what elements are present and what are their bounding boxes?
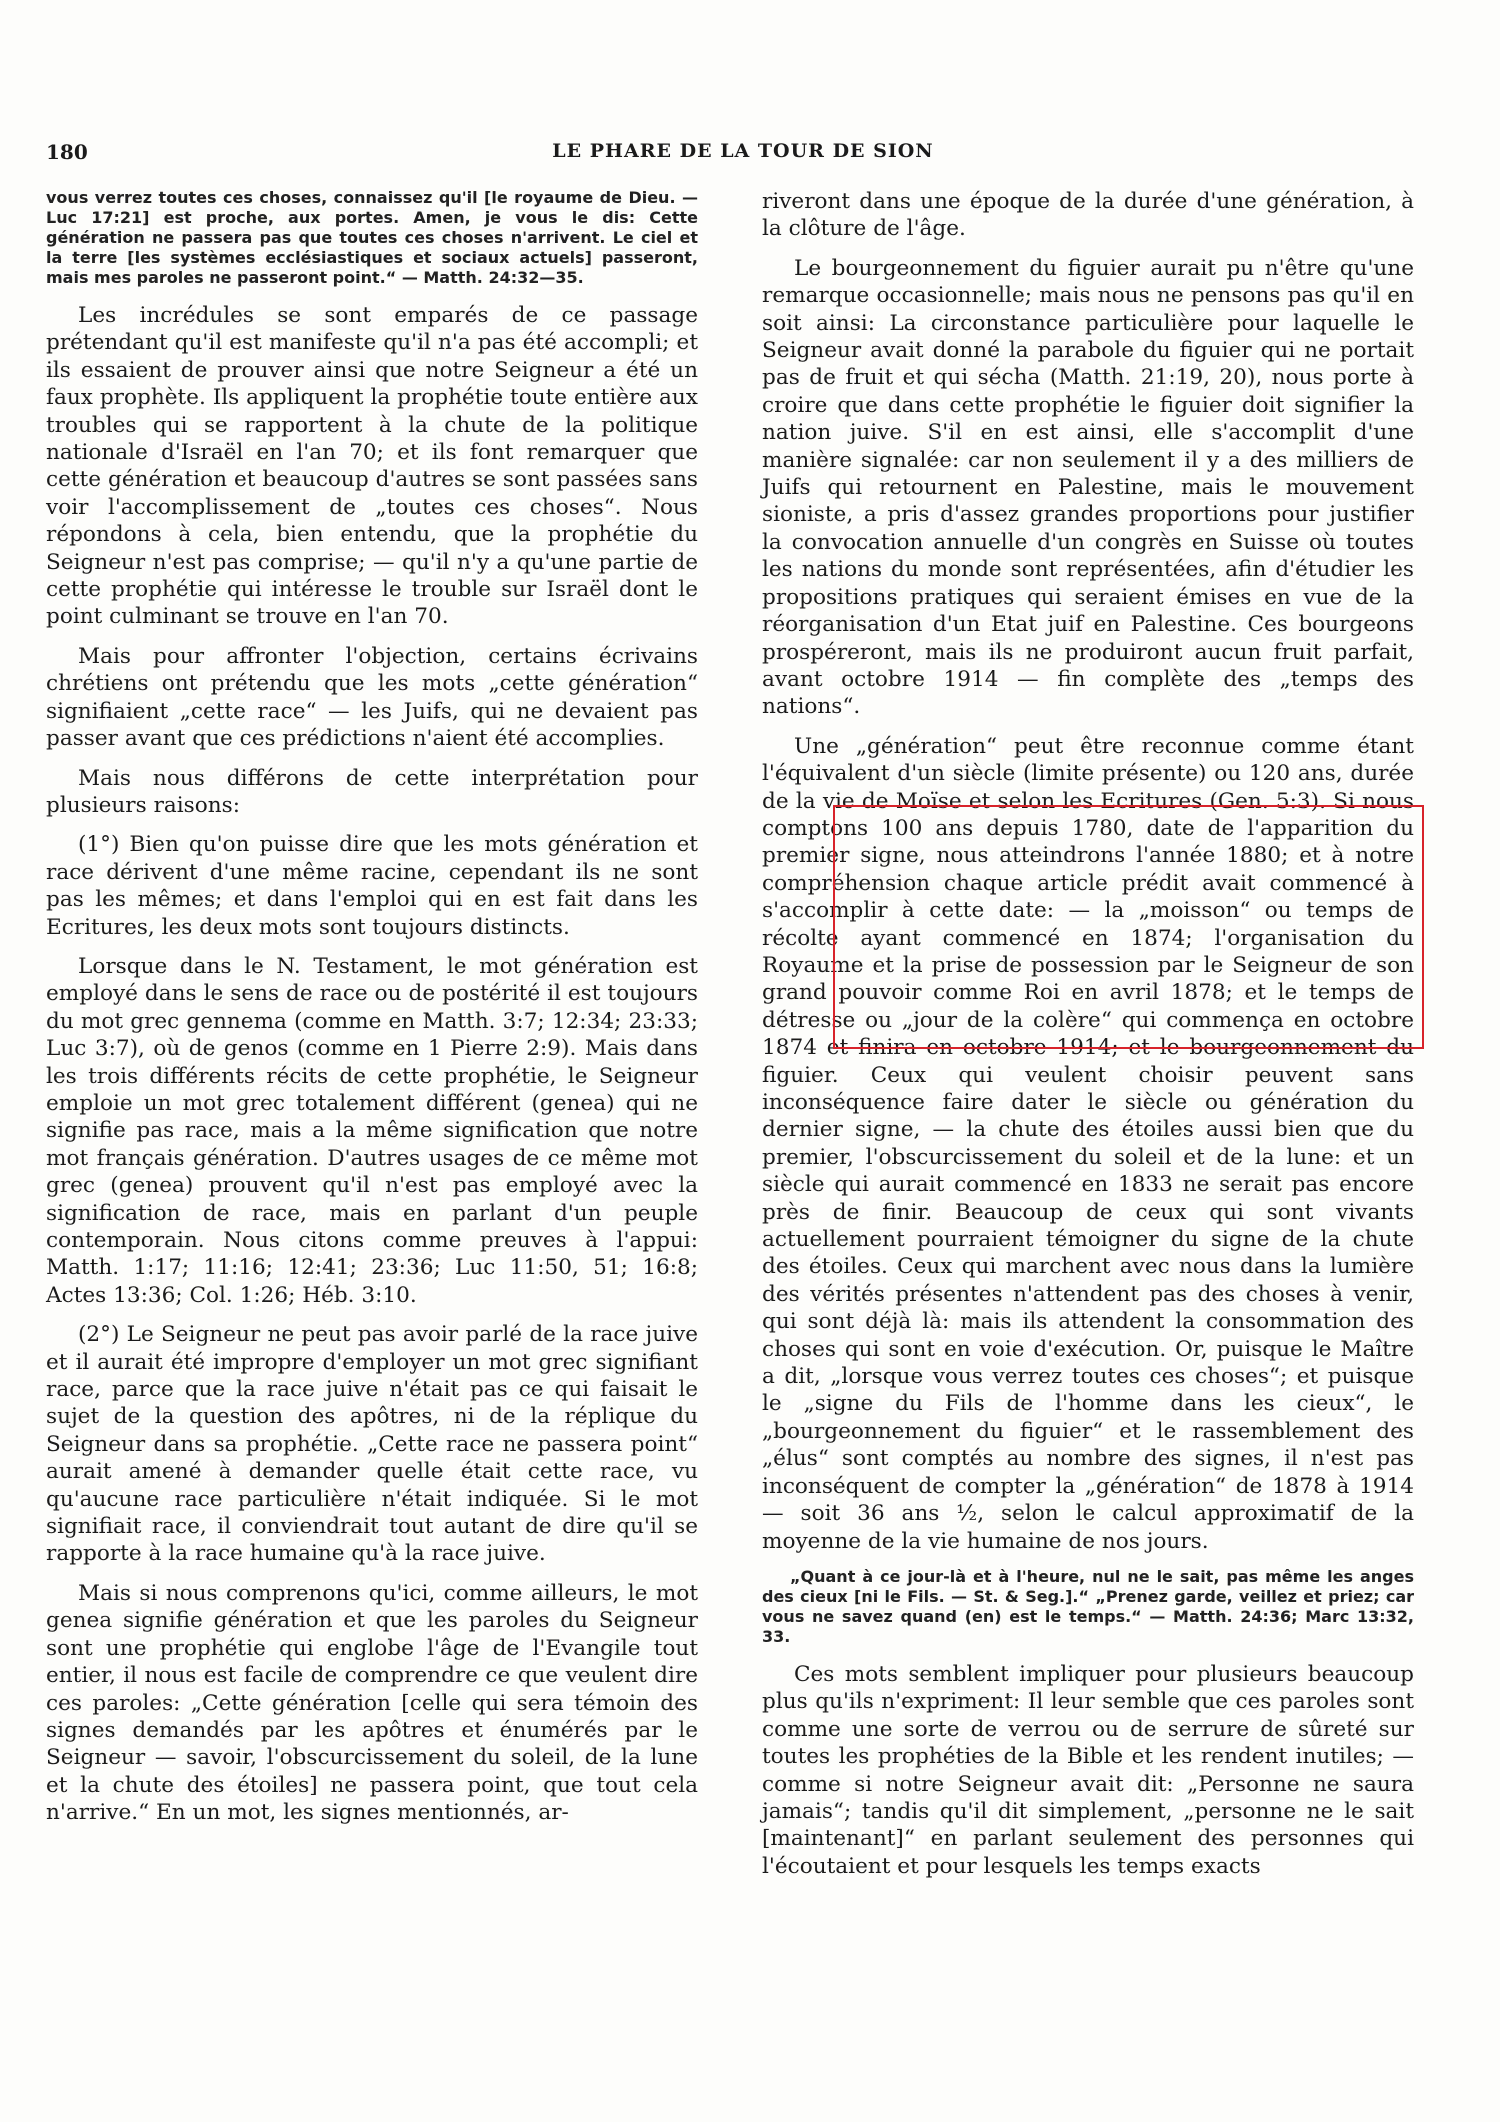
right-column: [762, 188, 1414, 1892]
paragraph: [762, 733, 1414, 1555]
paragraph-text: Une „génération“ peut être reconnue comme étant l'équivalent d'un siècle (limite présente) ou 120 ans, durée de la vie de Moïse et selon les Ecritures (Gen. 5:3).: [762, 733, 1414, 814]
paragraph: Mais pour affronter l'objection, certains écrivains chrétiens ont prétendu que les mots „cette génération“ signifiaient „cette race“ — les Juifs, qui ne devaient pas passer avant que ces prédictions n'aient été accomplies.: [46, 643, 698, 752]
paragraph: Le bourgeonnement du figuier aurait pu n'être qu'une remarque occasionnelle; mais nous ne pensons pas qu'il en soit ainsi: La circonstance particulière pour laquelle le Seigneur avait donné la parabole du figuier qui ne portait pas de fruit et qui sécha (Matth. 21:19, 20), nous porte à croire que dans cette prophétie le figuier doit signifier la nation juive. S'il en est ainsi, elle s'accomplit d'une manière signalée: car non seulement il y a des milliers de Juifs qui retournent en Palestine, mais le mouvement sioniste, a pris d'assez grandes proportions pour justifier la convocation annuelle d'un congrès en Suisse où toutes les nations du monde sont représentées, afin d'étudier les propositions pratiques qui seraient émises en vue de la réorganisation d'un Etat juif en Palestine. Ces bourgeons prospéreront, mais ils ne produiront aucun fruit parfait, avant octobre 1914 — fin complète des „temps des nations“.: [762, 255, 1414, 720]
paragraph: Mais nous différons de cette interprétation pour plusieurs raisons:: [46, 765, 698, 818]
paragraph: Ces mots semblent impliquer pour plusieurs beaucoup plus qu'ils n'expriment: Il leur semble que ces paroles sont comme une sorte de verrou ou de serrure de sûreté sur toutes les prophéties de la Bible et les rendent inutiles; — comme si notre Seigneur avait dit: „Personne ne saura jamais“; tandis qu'il dit simplement, „personne ne le sait [maintenant]“ en parlant seulement des personnes qui l'écoutaient et pour lesquels les temps exacts: [762, 1661, 1414, 1879]
paragraph: (2°) Le Seigneur ne peut pas avoir parlé de la race juive et il aurait été impropre d'employer un mot grec signifiant race, parce que la race juive n'était pas ce qui faisait le sujet de la question des apôtres, ni de la réplique du Seigneur dans sa prophétie. „Cette race ne passera point“ aurait amené à demander quelle était cette race, vu qu'aucune race particulière n'était indiquée. Si le mot signifiait race, il conviendrait tout autant de dire qu'il se rapporte à la race humaine qu'à la race juive.: [46, 1322, 698, 1567]
paragraph-text: et le bourgeonnement du figuier. Ceux qui veulent choisir peuvent sans inconséquence faire dater le siècle ou génération du dernier signe, — la chute des étoiles aussi bien que du premier, l'obscurcissement du soleil et de la lune: et un siècle qui aurait commencé en 1833 ne serait pas encore près de finir. Beaucoup de ceux qui sont vivants actuellement pourraient témoigner du signe de la chute des étoiles. Ceux qui marchent avec nous dans la lumière des vérités présentes n'attendent pas des choses à venir, qui sont déjà là: mais ils attendent la consommation des choses qui sont en voie d'exécution. Or, puisque le Maître a dit, „lorsque vous verrez toutes ces choses“; et puisque le „signe du Fils de l'homme dans les cieux“, le „bourgeonnement du figuier“ et le rassemblement des „élus“ sont comptés au nombre des signes, il n'est pas inconséquent de compter la „génération“ de 1878 à 1914 — soit 36 ans ½, selon le calcul approximatif de la moyenne de la vie humaine de nos jours.: [762, 1035, 1414, 1554]
paragraph: Lorsque dans le N. Testament, le mot génération est employé dans le sens de race ou de postérité il est toujours du mot grec gennema (comme en Matth. 3:7; 12:34; 23:33; Luc 3:7), où de genos (comme en 1 Pierre 2:9). Mais dans les trois différents récits de cette prophétie, le Seigneur emploie un mot grec totalement différent (genea) qui ne signifie pas race, mais a la même signification que notre mot français génération. D'autres usages de ce même mot grec (genea) prouvent qu'il n'est pas employé avec la signification de race, mais en parlant d'un peuple contemporain. Nous citons comme preuves à l'appui: Matth. 1:17; 11:16; 12:41; 23:36; Luc 11:50, 51; 16:8; Actes 13:36; Col. 1:26; Héb. 3:10.: [46, 953, 698, 1308]
scripture-quote: vous verrez toutes ces choses, connaissez qu'il [le royaume de Dieu. — Luc 17:21] est proche, aux portes. Amen, je vous le dis: Cette génération ne passera pas que toutes ces choses n'arrivent. Le ciel et la terre [les systèmes ecclésiastiques et sociaux actuels] passeront, mais mes paroles ne passeront point.“ — Matth. 24:32—35.: [46, 188, 698, 287]
running-title: LE PHARE DE LA TOUR DE SION: [552, 140, 934, 162]
scripture-quote: „Quant à ce jour-là et à l'heure, nul ne le sait, pas même les anges des cieux [ni le Fils. — St. & Seg.].“ „Prenez garde, veillez et priez; car vous ne savez quand (en) est le temps.“ — Matth. 24:36; Marc 13:32, 33.: [762, 1566, 1414, 1646]
left-column: [46, 188, 698, 1839]
paragraph: Les incrédules se sont emparés de ce passage prétendant qu'il est manifeste qu'il n'a pas été accompli; et ils essaient de prouver ainsi que notre Seigneur a été un faux prophète. Ils appliquent la prophétie toute entière aux troubles qui se rapportent à la chute de la politique nationale d'Israël en l'an 70; et ils font remarquer que cette génération et beaucoup d'autres se sont passées sans voir l'accomplissement de „toutes ces choses“. Nous répondons à cela, bien entendu, que la prophétie du Seigneur n'est pas comprise; — qu'il n'y a qu'une partie de cette prophétie qui intéresse le trouble sur Israël dont le point culminant se trouve en l'an 70.: [46, 303, 698, 630]
page-number: 180: [46, 140, 88, 164]
page-header: [46, 140, 1440, 174]
highlighted-passage: Si nous comptons 100 ans depuis 1780, date de l'apparition du premier signe, nous atteindrons l'année 1880; et à notre compréhension chaque article prédit avait commencé à s'accomplir à cette date: — la „moisson“ ou temps de récolte ayant commencé en 1874; l'organisation du Royaume et la prise de possession par le Seigneur de son grand pouvoir comme Roi en avril 1878; et le temps de détresse ou „jour de la colère“ qui commença en octobre 1874 et finira en octobre 1914;: [762, 788, 1414, 1061]
paragraph: Mais si nous comprenons qu'ici, comme ailleurs, le mot genea signifie génération et que les paroles du Seigneur sont une prophétie qui englobe l'âge de l'Evangile tout entier, il nous est facile de comprendre ce que veulent dire ces paroles: „Cette génération [celle qui sera témoin des signes demandés par les apôtres et énumérés par le Seigneur — savoir, l'obscurcissement du soleil, de la lune et la chute des étoiles] ne passera point, que tout cela n'arrive.“ En un mot, les signes mentionnés, ar-: [46, 1580, 698, 1826]
paragraph: riveront dans une époque de la durée d'une génération, à la clôture de l'âge.: [762, 189, 1414, 242]
paragraph: (1°) Bien qu'on puisse dire que les mots génération et race dérivent d'une même racine, cependant ils ne sont pas les mêmes; et dans l'emploi qui en est fait dans les Ecritures, les deux mots sont toujours distincts.: [46, 832, 698, 940]
